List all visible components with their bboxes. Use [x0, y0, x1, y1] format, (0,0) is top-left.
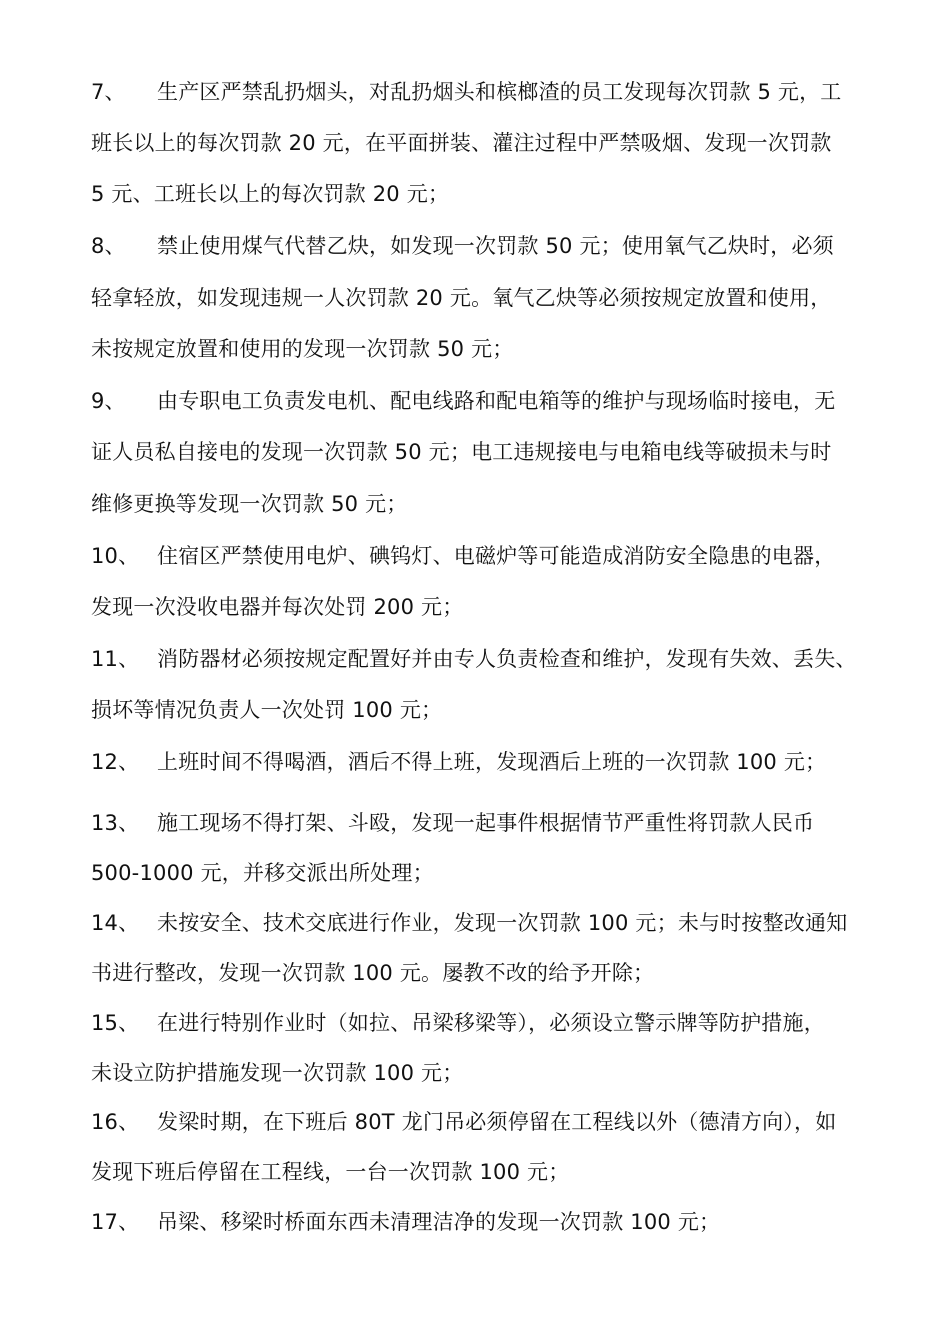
rule-number: 14、 [91, 911, 140, 935]
rule-7-line-1 [91, 79, 842, 105]
rule-10-line-2: 发现一次没收电器并每次处罚 200 元； [91, 595, 464, 619]
rule-number: 17、 [91, 1210, 140, 1234]
rule-text: 禁止使用煤气代替乙炔，如发现一次罚款 50 元；使用氧气乙炔时，必须 [157, 234, 834, 258]
rule-text: 生产区严禁乱扔烟头，对乱扔烟头和槟榔渣的员工发现每次罚款 5 元，工 [157, 80, 842, 104]
rule-number: 8、 [91, 234, 126, 258]
rule-9-line-3: 维修更换等发现一次罚款 50 元； [91, 492, 408, 516]
rule-number: 10、 [91, 544, 140, 568]
rule-16-line-2: 发现下班后停留在工程线，一台一次罚款 100 元； [91, 1160, 570, 1184]
rule-9-line-2: 证人员私自接电的发现一次罚款 50 元；电工违规接电与电箱电线等破损未与时 [91, 440, 832, 464]
rule-11-line-2: 损坏等情况负责人一次处罚 100 元； [91, 698, 443, 722]
rule-number: 15、 [91, 1011, 140, 1035]
rule-14-line-1 [91, 910, 847, 936]
rule-17-line-1 [91, 1209, 720, 1235]
rule-number: 7、 [91, 80, 126, 104]
rule-text: 吊梁、移梁时桥面东西未清理洁净的发现一次罚款 100 元； [157, 1210, 721, 1234]
rule-7-line-2: 班长以上的每次罚款 20 元，在平面拼装、灌注过程中严禁吸烟、发现一次罚款 [91, 131, 832, 155]
rule-text: 施工现场不得打架、斗殴，发现一起事件根据情节严重性将罚款人民币 [157, 811, 815, 835]
rule-14-line-2: 书进行整改，发现一次罚款 100 元。屡教不改的给予开除； [91, 961, 655, 985]
rule-number: 13、 [91, 811, 140, 835]
rule-13-line-2: 500-1000 元，并移交派出所处理； [91, 861, 434, 885]
rule-12-line-1 [91, 749, 826, 775]
rule-text: 未按安全、技术交底进行作业，发现一次罚款 100 元；未与时按整改通知 [157, 911, 848, 935]
rule-number: 9、 [91, 389, 126, 413]
rule-8-line-2: 轻拿轻放，如发现违规一人次罚款 20 元。氧气乙炔等必须按规定放置和使用， [91, 286, 832, 310]
rule-number: 11、 [91, 647, 140, 671]
rule-15-line-2: 未设立防护措施发现一次罚款 100 元； [91, 1061, 464, 1085]
rule-text: 由专职电工负责发电机、配电线路和配电箱等的维护与现场临时接电，无 [157, 389, 836, 413]
rule-text: 上班时间不得喝酒，酒后不得上班，发现酒后上班的一次罚款 100 元； [157, 750, 827, 774]
rule-8-line-1 [91, 233, 834, 259]
rule-13-line-1 [91, 810, 814, 836]
rule-number: 16、 [91, 1110, 140, 1134]
rule-10-line-1 [91, 543, 835, 569]
rule-text: 住宿区严禁使用电炉、碘钨灯、电磁炉等可能造成消防安全隐患的电器， [157, 544, 836, 568]
rule-text: 在进行特别作业时（如拉、吊梁移梁等），必须设立警示牌等防护措施， [157, 1011, 825, 1035]
rule-text: 消防器材必须按规定配置好并由专人负责检查和维护，发现有失效、丢失、 [157, 647, 857, 671]
rule-text: 发梁时期，在下班后 80T 龙门吊必须停留在工程线以外（德清方向），如 [157, 1110, 837, 1134]
rule-9-line-1 [91, 388, 835, 414]
rule-number: 12、 [91, 750, 140, 774]
rule-11-line-1 [91, 646, 857, 672]
rule-8-line-3: 未按规定放置和使用的发现一次罚款 50 元； [91, 337, 514, 361]
rule-7-line-3: 5 元、工班长以上的每次罚款 20 元； [91, 182, 450, 206]
rule-15-line-1 [91, 1010, 825, 1036]
rule-16-line-1 [91, 1109, 836, 1135]
